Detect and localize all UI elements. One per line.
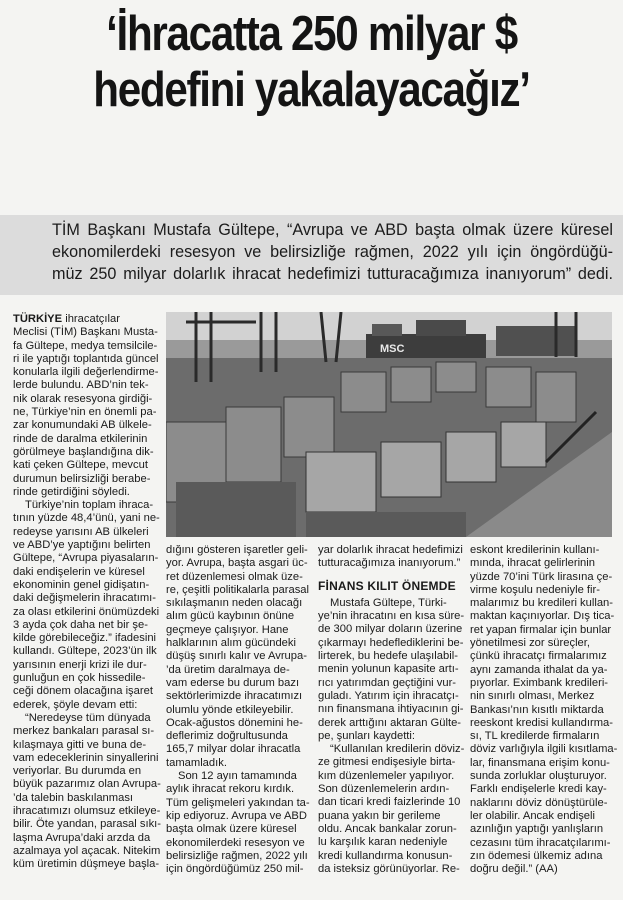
text-line: oldu. Ancak bankalar zorun-: [318, 822, 457, 835]
text-line: Ocak-ağustos dönemini he-: [166, 716, 303, 729]
text-line: nin sınırlı olması, Merkez: [470, 690, 595, 703]
text-line: aylık ihracat rekoru kırdık.: [166, 783, 295, 796]
text-line: azalmaya yol açacak. Nitekim: [13, 844, 161, 857]
article-column-3: [318, 544, 465, 876]
text-line: büyük pazarımız olan Avrupa-: [13, 778, 161, 791]
article-column-1: [13, 313, 161, 871]
text-line: daki endişelerin ve küresel: [13, 565, 145, 578]
text-line: daki değişmelerin ihracatımı-: [13, 592, 157, 605]
text-line: kım düzenlemeler yapılıyor.: [318, 769, 455, 782]
text-line: reeskont kredisi kullandırma-: [470, 716, 614, 729]
text-line: veriyorlar. Bu durumda en: [13, 765, 142, 778]
text-line: virme koşulu nedeniyle fir-: [470, 583, 600, 596]
text-line: Son 12 ayın tamamında: [178, 770, 297, 783]
text-line: malarımız bu kredileri kullan-: [470, 597, 613, 610]
text-line: çünkü ihracatçı firmalarımız: [470, 650, 607, 663]
text-line: “Neredeyse tüm dünyada: [25, 711, 151, 724]
text-line: ne, Türkiye’nin en önemli pa-: [13, 406, 157, 419]
text-line: lirterek, bu hedefe ulaşılabil-: [318, 650, 458, 663]
ship-label: MSC: [380, 343, 405, 355]
text-line: geçmeye çalışıyor. Hane: [166, 623, 289, 636]
text-line: naklarını döviz dönüştürüle-: [470, 796, 608, 809]
text-line: zar konumundaki AB ülkele-: [13, 419, 152, 432]
text-line: za olası etkilerini önümüzdeki: [13, 605, 160, 618]
text-line: pe, şunları kaydetti:: [318, 729, 416, 742]
article-column-2: [166, 544, 308, 876]
text-line: sunda zorluklar oluşturuyor.: [470, 770, 607, 783]
text-line: döviz varlığıyla ilgili kısıtlama-: [470, 743, 618, 756]
text-line: ekonominin genel gidişatın-: [13, 578, 150, 591]
text-line: laşma Avrupa’daki arzda da: [13, 831, 151, 844]
text-line: görülmeye başlandığına dik-: [13, 445, 154, 458]
text-line: derek arttığını aktaran Gülte-: [318, 716, 462, 729]
text-line: merkez bankaları parasal sı-: [13, 725, 155, 738]
text-line: kip ediyoruz. Avrupa ve ABD: [166, 809, 307, 822]
text-line: bilir. Öte yandan, parasal sıkı-: [13, 818, 161, 831]
text-line: aynı zamanda ithalat da ya-: [470, 663, 608, 676]
article-column-4: [470, 544, 618, 876]
text-line: ret yapan firmalar için bunlar: [470, 623, 612, 636]
section-subhead: FİNANS KILIT ÖNEMDE: [318, 578, 456, 593]
text-line: çıkarmayı hedeflediklerini be-: [318, 636, 464, 649]
text-line: zın ödemesi ülkemiz adına: [470, 849, 603, 862]
text-line: konularla ilgili değerlendirme-: [13, 366, 159, 379]
text-line: mında, ihracat gelirlerinin: [470, 557, 595, 570]
text-line: yar dolarlık ihracat hedefimizi: [318, 544, 463, 556]
text-line: Bankası’nın kısıtlı miktarda: [470, 703, 604, 716]
text-line: ekonomilerdeki resesyon ve: [166, 836, 305, 849]
text-line: yüzde 70’ini Türk lirasına çe-: [470, 570, 613, 583]
text-line: Tüm gelişmeleri yakından ta-: [166, 796, 310, 809]
port-photo-illustration: [166, 312, 612, 537]
text-line: nın finansmana ihtiyacının gi-: [318, 703, 464, 716]
text-line: gunluğun en çok hissedile-: [13, 672, 146, 685]
lead-box: [0, 215, 623, 295]
text-line: sı, TL kredilerde firmaların: [470, 730, 600, 743]
text-line: rinde getirdiğini söyledi.: [13, 485, 130, 498]
text-line: eskont kredilerinin kullanı-: [470, 544, 600, 556]
text-line: nik olarak resesyona girdiği-: [13, 392, 153, 405]
text-line: durumun belirsizliği berabe-: [13, 472, 151, 485]
text-line: pıyorlar. Eximbank kredileri-: [470, 676, 609, 689]
text-line: da isteksiz görünüyorlar. Re-: [318, 862, 460, 875]
headline-line-2: hedefini yakalayacağız’: [93, 63, 530, 117]
lead-text: [52, 219, 613, 285]
text-line: azınlığın yaptığı yanlışların: [470, 823, 604, 836]
text-line: “Kullanılan kredilerin döviz-: [330, 743, 465, 756]
text-line: Meclisi (TİM) Başkanı Musta-: [13, 326, 158, 339]
text-line: vam edeceklerinin sinyallerini: [13, 751, 159, 764]
dateline: TÜRKİYE: [13, 313, 63, 325]
text-line: alım gücü kaybının önüne: [166, 610, 295, 623]
text-line: menin yolunun kapasite artı-: [318, 663, 459, 676]
text-line: Farklı endişelerle kredi kay-: [470, 783, 607, 796]
text-line: sektörlerimizde ihracatımızı: [166, 690, 303, 703]
text-line: ler olabilir. Ancak endişeli: [470, 809, 595, 822]
text-line: de 300 milyar doların üzerine: [318, 623, 463, 636]
text-line: lerde bulundu. ABD’nin tek-: [13, 379, 149, 392]
text-line: 3 ayda çok daha net bir şe-: [13, 618, 148, 631]
text-line: lu karşılık karan nedeniyle: [318, 836, 448, 849]
text-line: cezasını tüm ihracatçılarımı-: [470, 836, 611, 849]
text-line: halklarının alım gücündeki: [166, 637, 296, 650]
dateline-continuation: ihracatçılar: [62, 313, 120, 325]
text-line: kati çeken Gültepe, mevcut: [13, 459, 148, 472]
text-line: için öngördüğümüz 250 mil-: [166, 863, 304, 876]
text-line: ze gitmesi endişesiyle birta-: [318, 756, 456, 769]
text-line: lar, finansmana erişim konu-: [470, 756, 610, 769]
headline-line-1: ‘İhracatta 250 milyar $: [106, 7, 517, 61]
text-line: ’da talebin baskılanması: [13, 791, 134, 804]
text-line: re, çeşitli politikalarla parasal: [166, 583, 310, 596]
text-line: rinde de daralma etkilerinin: [13, 432, 148, 445]
text-line: puana yakın bir gerileme: [318, 809, 441, 822]
text-line: yönetilmesi zor süreçler,: [470, 637, 590, 650]
lead-line: ekonomilerdeki resesyon ve belirsizliğe rağmen, 2022 yılı için öngördüğü-: [52, 243, 613, 261]
text-line: doğru değil.” (AA): [470, 863, 558, 876]
text-line: kredi kullandırma konusun-: [318, 849, 453, 862]
text-line: guladı. Yatırım için ihracatçı-: [318, 689, 459, 702]
text-line: rıcı yatırımdan geçtiğini vur-: [318, 676, 457, 689]
text-line: başta olmak üzere küresel: [166, 823, 297, 836]
port-container-photo: [166, 312, 612, 537]
text-line: ye’nin ihracatını en kısa süre-: [318, 610, 465, 623]
text-line: dan ticari kredi faizlerinde 10: [318, 796, 461, 809]
text-line: kilde görebileceğiz.” ifadesini: [13, 632, 157, 645]
text-line: ret düzenlemesi olmak üze-: [166, 570, 303, 583]
text-line: maktan kaçınıyorlar. Dış tica-: [470, 610, 615, 623]
text-line: tutturacağımıza inanıyorum.”: [318, 557, 461, 570]
text-line: fa Gültepe, medya temsilcile-: [13, 339, 158, 352]
text-line: yor. Avrupa, başta asgari üc-: [166, 557, 308, 570]
text-line: ve ABD’ye yaptığını belirten: [13, 539, 151, 552]
text-line: redeyse yarısını AB ülkeleri: [13, 525, 149, 538]
lead-line: müz 250 milyar dolarlık ihracat hedefimizi tutturacağımıza inanıyorum” dedi.: [52, 265, 613, 283]
text-line: ihracatımızı olumsuz etkileye-: [13, 804, 161, 817]
text-line: olumlu yönde etkileyebilir.: [166, 703, 294, 716]
text-line: ceği dönem olacağına işaret: [13, 685, 153, 698]
text-line: düşüş sınırlı kalır ve Avrupa-: [166, 650, 307, 663]
text-line: yarısının enerji krizi ile dur-: [13, 658, 147, 671]
text-line: kılaşmaya gitti ve buna de-: [13, 738, 147, 751]
text-line: ’da üretim daralmaya de-: [166, 663, 290, 676]
text-line: belirsizliğe rağmen, 2022 yılı: [166, 849, 308, 862]
text-line: tının yüzde 48,4’ünü, yani ne-: [13, 512, 160, 525]
text-line: ederek, şöyle devam etti:: [13, 698, 138, 711]
text-line: dığını gösteren işaretler geli-: [166, 544, 308, 556]
text-line: küm üretimin düşmeye başla-: [13, 858, 160, 871]
text-line: ri ile yaptığı toplantıda güncel: [13, 352, 159, 365]
text-line: vam ederse bu durum bazı: [166, 676, 300, 689]
text-line: tamamladık.: [166, 756, 227, 769]
text-line: Türkiye’nin toplam ihraca-: [25, 499, 154, 512]
text-line: Son düzenlemelerin ardın-: [318, 783, 450, 796]
text-line: 165,7 milyar dolar ihracatla: [166, 743, 301, 756]
headline: [44, 6, 580, 118]
text-line: kullandı. Gültepe, 2023’ün ilk: [13, 645, 157, 658]
text-line: Gültepe, “Avrupa piyasaların-: [13, 552, 159, 565]
lead-line: TİM Başkanı Mustafa Gültepe, “Avrupa ve ABD başta olmak üzere küresel: [52, 221, 613, 239]
text-line: Mustafa Gültepe, Türki-: [330, 596, 447, 609]
text-line: sıkılaşmanın neden olacağı: [166, 597, 303, 610]
column-1-first-line: [13, 313, 156, 326]
text-line: deflerimiz doğrultusunda: [166, 730, 288, 743]
